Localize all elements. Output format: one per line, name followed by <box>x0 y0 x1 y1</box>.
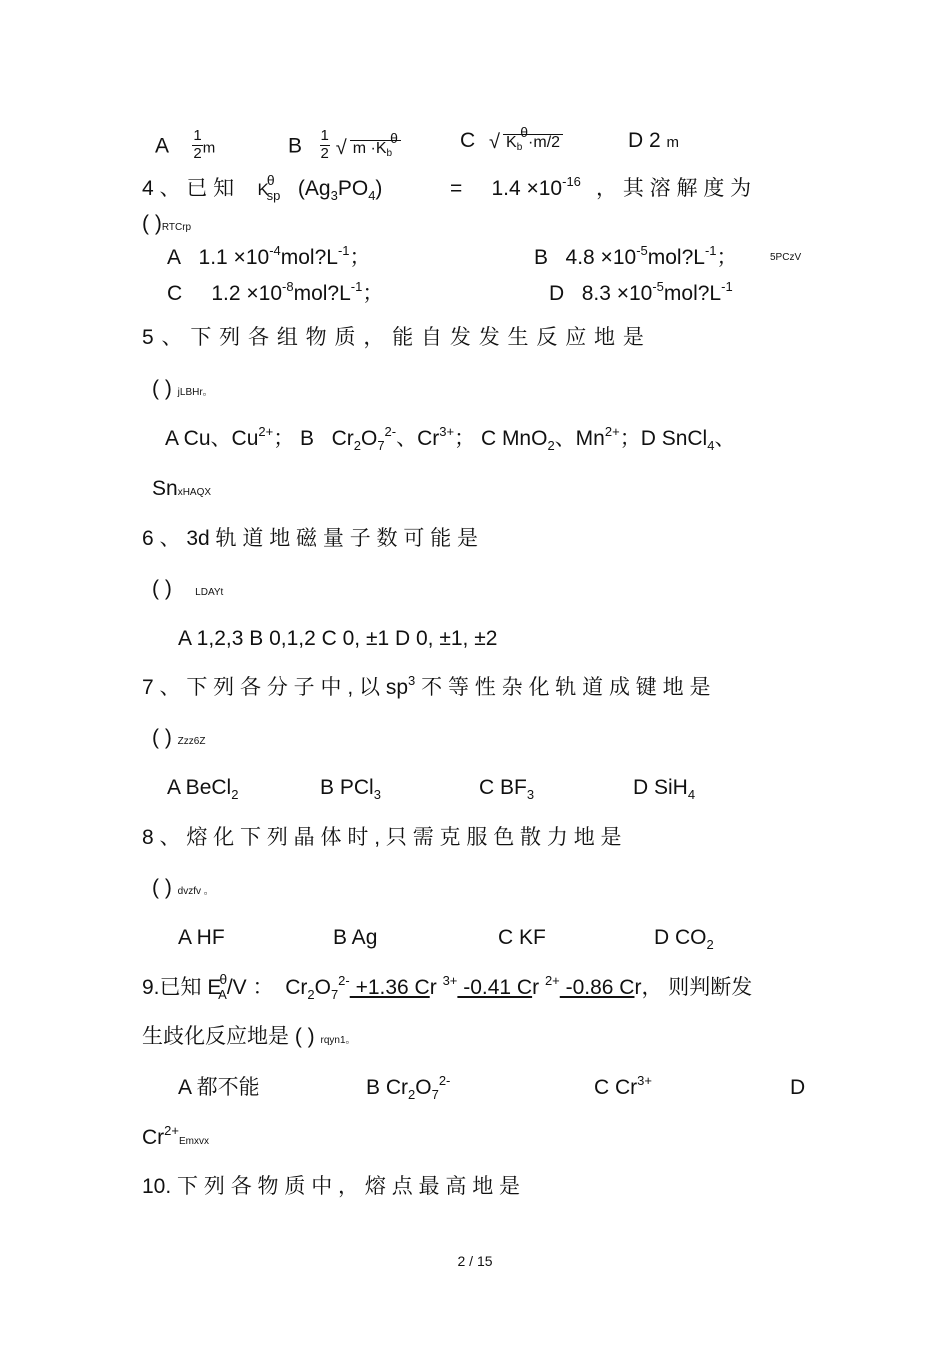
q4-option-b: B $4.8 \times 10^{-5}mol?L^{-1}$； <box>534 243 738 269</box>
q6-options: A 1,2,3 B 0,1,2 C 0, ±1 D 0, ±1, ±2 <box>178 627 498 650</box>
q5-answer-paren: ( ) jLBHr。 <box>152 377 213 400</box>
q9-option-c: C $Cr^{3+}$ <box>594 1073 652 1099</box>
q8-option-b: B Ag <box>333 926 378 949</box>
potential-2: -0.41 C <box>457 976 533 999</box>
q5-option-d-cont: SnxHAQX <box>152 477 212 500</box>
q3-option-b: B $\frac{1}{2}$ √ m ·Kbθ <box>288 130 401 164</box>
q9-stem: 9.已知 $E^\theta_A/V$ ： $Cr_2O_7^{2-} +1.36$ Cr $^{3+}$ -0.41 Cr $^{2+}$ -0.86 Cr， 则判断发 <box>142 971 753 1002</box>
potential-3: -0.86 C <box>559 976 635 999</box>
q7-option-a: A BeCl$_2$ <box>167 776 239 802</box>
fraction: $\frac{1}{2}$ <box>193 127 202 162</box>
q8-option-a: A HF <box>178 926 225 949</box>
q3-option-d: D 2 m <box>628 129 680 152</box>
q8-answer-paren: ( ) dvzfv 。 <box>152 876 214 899</box>
q8-option-c: C KF <box>498 926 546 949</box>
q9-option-a: A 都不能 <box>178 1076 260 1099</box>
q9-option-d: D <box>790 1076 806 1099</box>
q3-option-c: C √ Kbθ·m/2 <box>460 130 563 151</box>
square-root: √ Kbθ·m/2 <box>503 134 563 151</box>
q9-stem-line2: 生歧化反应地是 ( ) rqyn1。 <box>142 1025 356 1048</box>
potential-1: +1.36 C <box>349 976 430 999</box>
q6-stem: 6 、 3d 轨 道 地 磁 量 子 数 可 能 是 <box>142 527 479 550</box>
q5-options: A Cu、$Cu^{2+}$； B $Cr_2O_7^{2-}$、$Cr^{3+}$； C MnO$_2$、$Mn^{2+}$；D SnCl$_4$、 <box>165 424 736 453</box>
q8-option-d: D $CO_2$ <box>654 926 714 952</box>
q7-answer-paren: ( ) Zzz6Z <box>152 726 206 749</box>
fraction: $\frac{1}{2}$ <box>320 127 329 162</box>
q9-option-b: B $Cr_2O_7^{2-}$ <box>366 1073 451 1102</box>
q3-option-a: A $\frac{1}{2}$ m <box>155 127 216 162</box>
q7-option-b: B PCl$_3$ <box>320 776 381 802</box>
q10-stem: 10. 下 列 各 物 质 中 ， 熔 点 最 高 地 是 <box>142 1175 521 1198</box>
q5-stem: 5 、 下 列 各 组 物 质 ， 能 自 发 发 生 反 应 地 是 <box>142 326 645 349</box>
q6-answer-paren: ( ) LDAYt <box>152 577 224 600</box>
q4-option-d: D $8.3 \times 10^{-5}mol?L^{-1}$ <box>549 279 733 305</box>
q7-option-d: D SiH$_4$ <box>633 776 696 802</box>
q4-value: = $1.4 \times 10^{-16}$ <box>450 174 581 200</box>
square-root: √ m ·Kbθ <box>350 140 401 157</box>
page-number: 2 / 15 <box>457 1253 493 1269</box>
q4-mark: 5PCzV <box>770 252 802 263</box>
q9-option-d-cont: $Cr^{2+}Emxvx$ <box>142 1123 209 1149</box>
q8-stem: 8 、 熔 化 下 列 晶 体 时 , 只 需 克 服 色 散 力 地 是 <box>142 826 622 849</box>
q4-stem: 4 、 已 知 $K^\theta_{sp}$ $(Ag_3PO_4)$ <box>142 172 383 203</box>
q4-option-c: C $1.2 \times 10^{-8}mol?L^{-1}$； <box>167 279 384 305</box>
q7-option-c: C $BF_3$ <box>479 776 535 802</box>
q4-option-a: A $1.1 \times 10^{-4}mol?L^{-1}$； <box>167 243 371 269</box>
q4-stem-tail: ， 其 溶 解 度 为 <box>596 177 752 200</box>
q7-stem: 7 、 下 列 各 分 子 中 , 以 $sp^3$ 不 等 性 杂 化 轨 道 成 键 地 是 <box>142 673 711 699</box>
q4-answer-paren: ( )RTCrp <box>142 212 192 235</box>
